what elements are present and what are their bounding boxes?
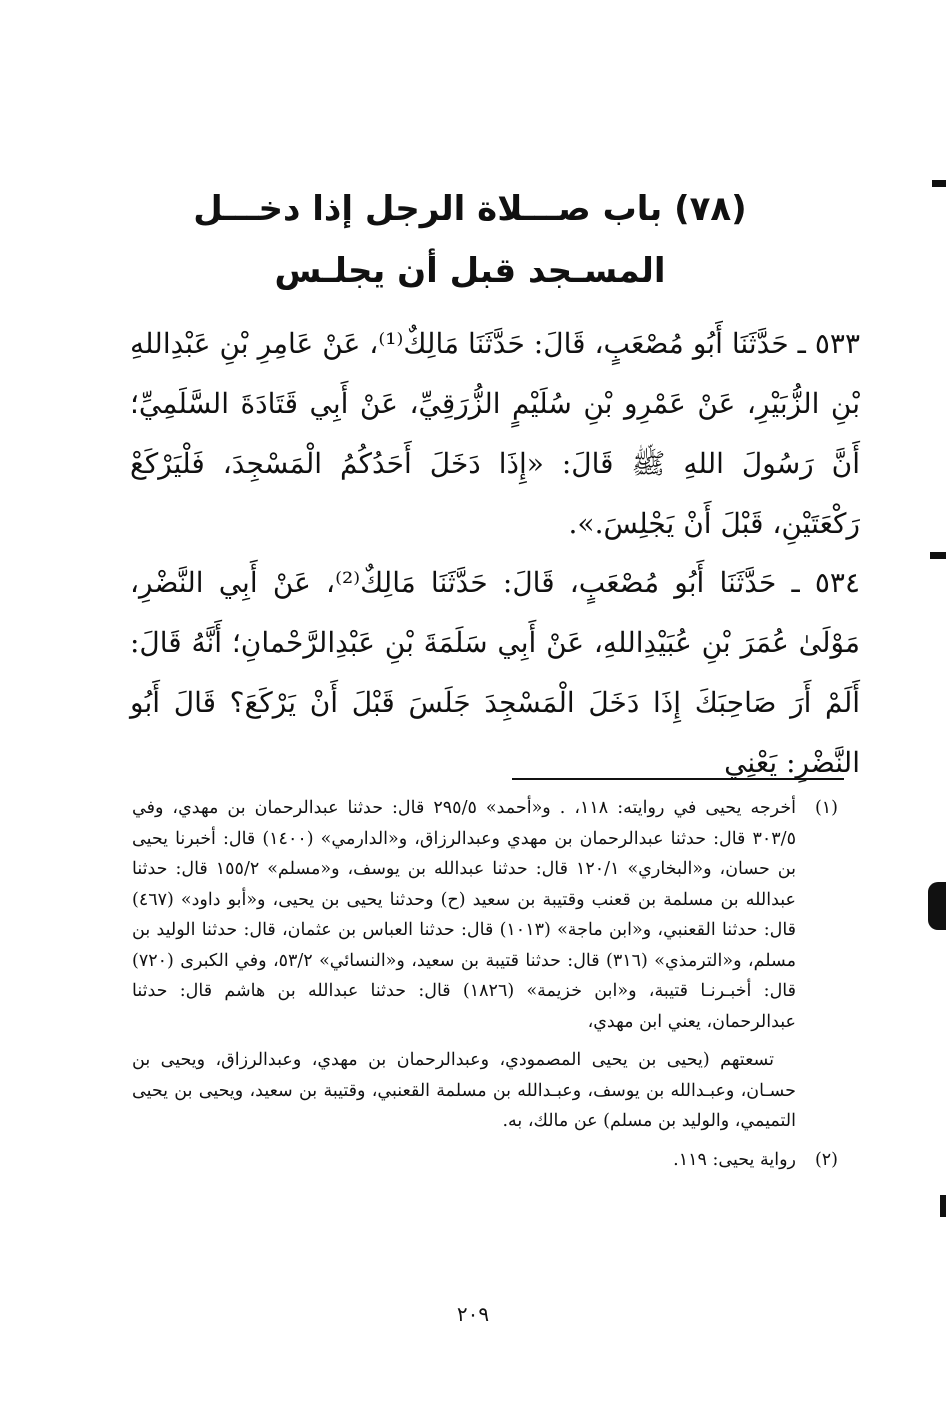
footnote-2 <box>132 1145 838 1176</box>
hadith-534: ٥٣٤ ـ حَدَّثَنَا أَبُو مُصْعَبٍ، قَالَ: حَدَّثَنَا مَالِكٌ⁽²⁾، عَنْ أَبِي النَّضْرِ، مَوْلَىٰ عُمَرَ بْنِ عُبَيْدِاللهِ، عَنْ أَبِي سَلَمَةَ بْنِ عَبْدِالرَّحْمانِ؛ أَنَّهُ قَالَ: أَلَمْ أَرَ صَاحِبَكَ إِذَا دَخَلَ الْمَسْجِدَ جَلَسَ قَبْلَ أَنْ يَرْكَعَ؟ قَالَ أَبُو النَّضْرِ: يَعْنِي <box>130 566 861 779</box>
scan-edge-mark-bottom <box>940 1195 946 1217</box>
footnote-1-text: أخرجه يحيى في روايته: ١١٨، . و«أحمد» ٢٩٥/٥ قال: حدثنا عبدالرحمان بن مهدي، وفي ٣٠٣/٥ قال: حدثنا عبدالرحمان بن مهدي وعبدالرزاق، و«الدارمي» (١٤٠٠) قال: أخبرنا يحيى بن حسان، و«البخاري» ١٢٠/١ قال: حدثنا عبدالله بن يوسف، و«مسلم» ١٥٥/٢ قال: حدثنا عبدالله بن مسلمة بن قعنب وقتيبة بن سعيد (ح) وحدثنا يحيى بن يحيى، و«أبو داود» (٤٦٧) قال: حدثنا القعنبي، و«ابن ماجة» (١٠١٣) قال: حدثنا العباس بن عثمان، قال: حدثنا الوليد بن مسلم، و«الترمذي» (٣١٦) قال: حدثنا قتيبة بن سعيد، و«النسائي» ٥٣/٢، وفي الكبرى (٧٢٠) قال: أخبـرنـا قتيبة، و«ابن خزيمة» (١٨٢٦) قال: حدثنا عبدالله بن هاشم قال: حدثنا عبدالرحمان، يعني ابن مهدي، <box>132 798 797 1032</box>
footnote-1-number: (١) <box>814 798 838 818</box>
hadith-533: ٥٣٣ ـ حَدَّثَنَا أَبُو مُصْعَبٍ، قَالَ: حَدَّثَنَا مَالِكٌ⁽¹⁾، عَنْ عَامِرِ بْنِ عَبْدِاللهِ بْنِ الزُّبَيْرِ، عَنْ عَمْرِو بْنِ سُلَيْمٍ الزُّرَقِيِّ، عَنْ أَبِي قَتَادَةَ السَّلَمِيِّ؛ أَنَّ رَسُولَ اللهِ ﷺ قَالَ: «إِذَا دَخَلَ أَحَدُكُمُ الْمَسْجِدَ، فَلْيَرْكَعْ رَكْعَتَيْنِ، قَبْلَ أَنْ يَجْلِسَ.». <box>130 327 860 540</box>
footnote-2-text: رواية يحيى: ١١٩. <box>673 1149 796 1170</box>
footnote-1 <box>132 793 838 1037</box>
page-number: ٢٠٩ <box>456 1302 490 1326</box>
chapter-title-line-1: (٧٨) باب صـــلاة الرجل إذا دخـــل <box>193 189 747 229</box>
footnote-1-continuation: تسعتهم (يحيى بن يحيى المصمودي، وعبدالرحمان بن مهدي، وعبدالرزاق، ويحيى بن حسـان، وعبـدالله بن يوسف، وعبـدالله بن مسلمة القعنبي، وقتيبة بن سعيد، ويحيى بن يحيى التميمي، والوليد بن مسلم) عن مالك، به. <box>132 1050 796 1131</box>
chapter-title-line-2: المسـجد قبل أن يجلـس <box>274 251 666 291</box>
chapter-title <box>150 178 790 302</box>
footnotes <box>132 793 838 1175</box>
scan-edge-mark-top <box>932 180 946 187</box>
footnote-2-number: (٢) <box>814 1149 838 1170</box>
scan-edge-mark-middle <box>930 552 946 559</box>
scan-edge-blot <box>928 882 946 930</box>
footnote-separator <box>512 778 844 780</box>
